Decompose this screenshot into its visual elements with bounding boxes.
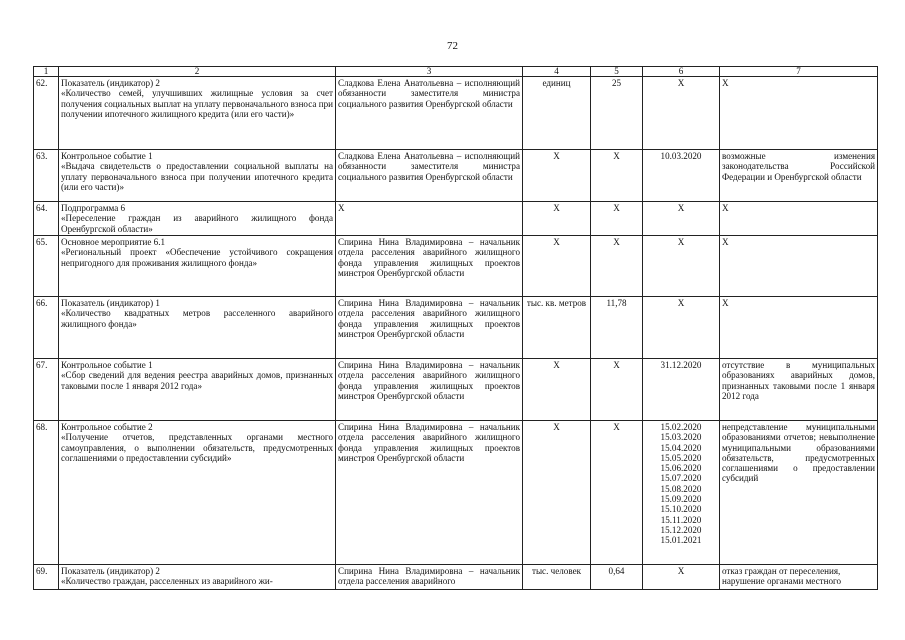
item-description: «Количество граждан, расселенных из аварийного жи- (61, 576, 273, 587)
unit-cell: Х (523, 421, 591, 565)
item-cell (59, 236, 336, 297)
item-cell (59, 150, 336, 202)
unit-cell: тыс. кв. метров (523, 297, 591, 359)
row-number: 64. (34, 202, 59, 236)
page-number: 72 (447, 40, 458, 52)
responsible-person: Сладкова Елена Анатольевна – исполняющий обязанности заместителя министра социального развития Оренбургской области (336, 150, 523, 202)
note-cell: непредставление муниципальными образованиями отчетов; невыполнение муниципальными образованиями обязательств, предусмотренных соглашениями о предоставлении субсидий (720, 421, 878, 565)
unit-cell: тыс. человек (523, 565, 591, 590)
table-row (34, 202, 878, 236)
value-cell: Х (591, 236, 643, 297)
date-cell: 10.03.2020 (643, 150, 720, 202)
responsible-person: Спирина Нина Владимировна – начальник отдела расселения аварийного жилищного фонда управления жилищных проектов минстроя Оренбургской области (336, 236, 523, 297)
unit-cell: Х (523, 202, 591, 236)
value-cell: Х (591, 202, 643, 236)
date-cell: Х (643, 202, 720, 236)
item-description: «Переселение граждан из аварийного жилищного фонда Оренбургской области» (61, 213, 333, 234)
date-cell: Х (643, 77, 720, 150)
column-number-row (34, 67, 878, 77)
item-description: «Количество квадратных метров расселенного аварийного жилищного фонда» (61, 308, 333, 329)
responsible-person: Х (336, 202, 523, 236)
item-description: «Сбор сведений для ведения реестра аварийных домов, признанных таковыми после 1 января 2012 года» (61, 370, 333, 391)
column-number: 4 (523, 67, 591, 77)
unit-cell: единиц (523, 77, 591, 150)
row-number: 66. (34, 297, 59, 359)
item-title: Показатель (индикатор) 2 (61, 78, 160, 88)
item-title: Контрольное событие 1 (61, 360, 153, 370)
note-cell: отказ граждан от переселения, нарушение органами местного (720, 565, 878, 590)
item-cell (59, 297, 336, 359)
date-cell: 31.12.2020 (643, 359, 720, 421)
value-cell: Х (591, 421, 643, 565)
column-number: 1 (34, 67, 59, 77)
column-number: 3 (336, 67, 523, 77)
item-title: Контрольное событие 2 (61, 422, 153, 432)
column-number: 6 (643, 67, 720, 77)
value-cell: 11,78 (591, 297, 643, 359)
item-cell (59, 421, 336, 565)
responsible-person: Спирина Нина Владимировна – начальник отдела расселения аварийного (336, 565, 523, 590)
responsible-person: Спирина Нина Владимировна – начальник отдела расселения аварийного жилищного фонда управления жилищных проектов минстроя Оренбургской области (336, 359, 523, 421)
column-number: 5 (591, 67, 643, 77)
note-cell: возможные изменения законодательства Российской Федерации и Оренбургской области (720, 150, 878, 202)
column-number: 2 (59, 67, 336, 77)
unit-cell: Х (523, 150, 591, 202)
row-number: 68. (34, 421, 59, 565)
table-row (34, 297, 878, 359)
value-cell: Х (591, 359, 643, 421)
value-cell: 25 (591, 77, 643, 150)
row-number: 67. (34, 359, 59, 421)
plan-table (33, 66, 878, 590)
item-description: «Выдача свидетельств о предоставлении социальной выплаты на уплату первоначального взноса при получении ипотечного кредита (или его части)» (61, 161, 333, 192)
table-row (34, 150, 878, 202)
row-number: 63. (34, 150, 59, 202)
note-cell: Х (720, 236, 878, 297)
table-row (34, 565, 878, 590)
item-title: Показатель (индикатор) 2 (61, 566, 160, 576)
item-cell (59, 77, 336, 150)
item-title: Подпрограмма 6 (61, 203, 126, 213)
note-cell: Х (720, 77, 878, 150)
row-number: 69. (34, 565, 59, 590)
note-cell: Х (720, 202, 878, 236)
item-title: Показатель (индикатор) 1 (61, 298, 160, 308)
row-number: 65. (34, 236, 59, 297)
item-cell (59, 202, 336, 236)
item-title: Контрольное событие 1 (61, 151, 153, 161)
item-cell (59, 359, 336, 421)
column-number: 7 (720, 67, 878, 77)
date-cell: Х (643, 565, 720, 590)
note-cell: Х (720, 297, 878, 359)
unit-cell: Х (523, 359, 591, 421)
item-description: «Региональный проект «Обеспечение устойчивого сокращения непригодного для проживания жилищного фонда» (61, 247, 333, 268)
date-list: 15.02.2020 15.03.2020 15.04.2020 15.05.2020 15.06.2020 15.07.2020 15.08.2020 15.09.2020 15.10.2020 15.11.2020 15.12.2020 15.01.2021 (643, 421, 720, 565)
value-cell: 0,64 (591, 565, 643, 590)
unit-cell: Х (523, 236, 591, 297)
row-number: 62. (34, 77, 59, 150)
item-description: «Получение отчетов, представленных органами местного самоуправления, о выполнении обязательств, предусмотренных соглашениями о предоставлении субсидий» (61, 432, 333, 463)
responsible-person: Сладкова Елена Анатольевна – исполняющий обязанности заместителя министра социального развития Оренбургской области (336, 77, 523, 150)
value-cell: Х (591, 150, 643, 202)
responsible-person: Спирина Нина Владимировна – начальник отдела расселения аварийного жилищного фонда управления жилищных проектов минстроя Оренбургской области (336, 421, 523, 565)
table-row (34, 77, 878, 150)
table-row (34, 421, 878, 565)
item-cell (59, 565, 336, 590)
item-description: «Количество семей, улучшивших жилищные условия за счет получения социальных выплат на уплату первоначального взноса при получении ипотечного жилищного кредита (или его части)» (61, 88, 333, 119)
item-title: Основное мероприятие 6.1 (61, 237, 166, 247)
table-row (34, 236, 878, 297)
responsible-person: Спирина Нина Владимировна – начальник отдела расселения аварийного жилищного фонда управления жилищных проектов минстроя Оренбургской области (336, 297, 523, 359)
date-cell: Х (643, 236, 720, 297)
date-cell: Х (643, 297, 720, 359)
note-cell: отсутствие в муниципальных образованиях аварийных домов, признанных таковыми после 1 января 2012 года (720, 359, 878, 421)
table-row (34, 359, 878, 421)
